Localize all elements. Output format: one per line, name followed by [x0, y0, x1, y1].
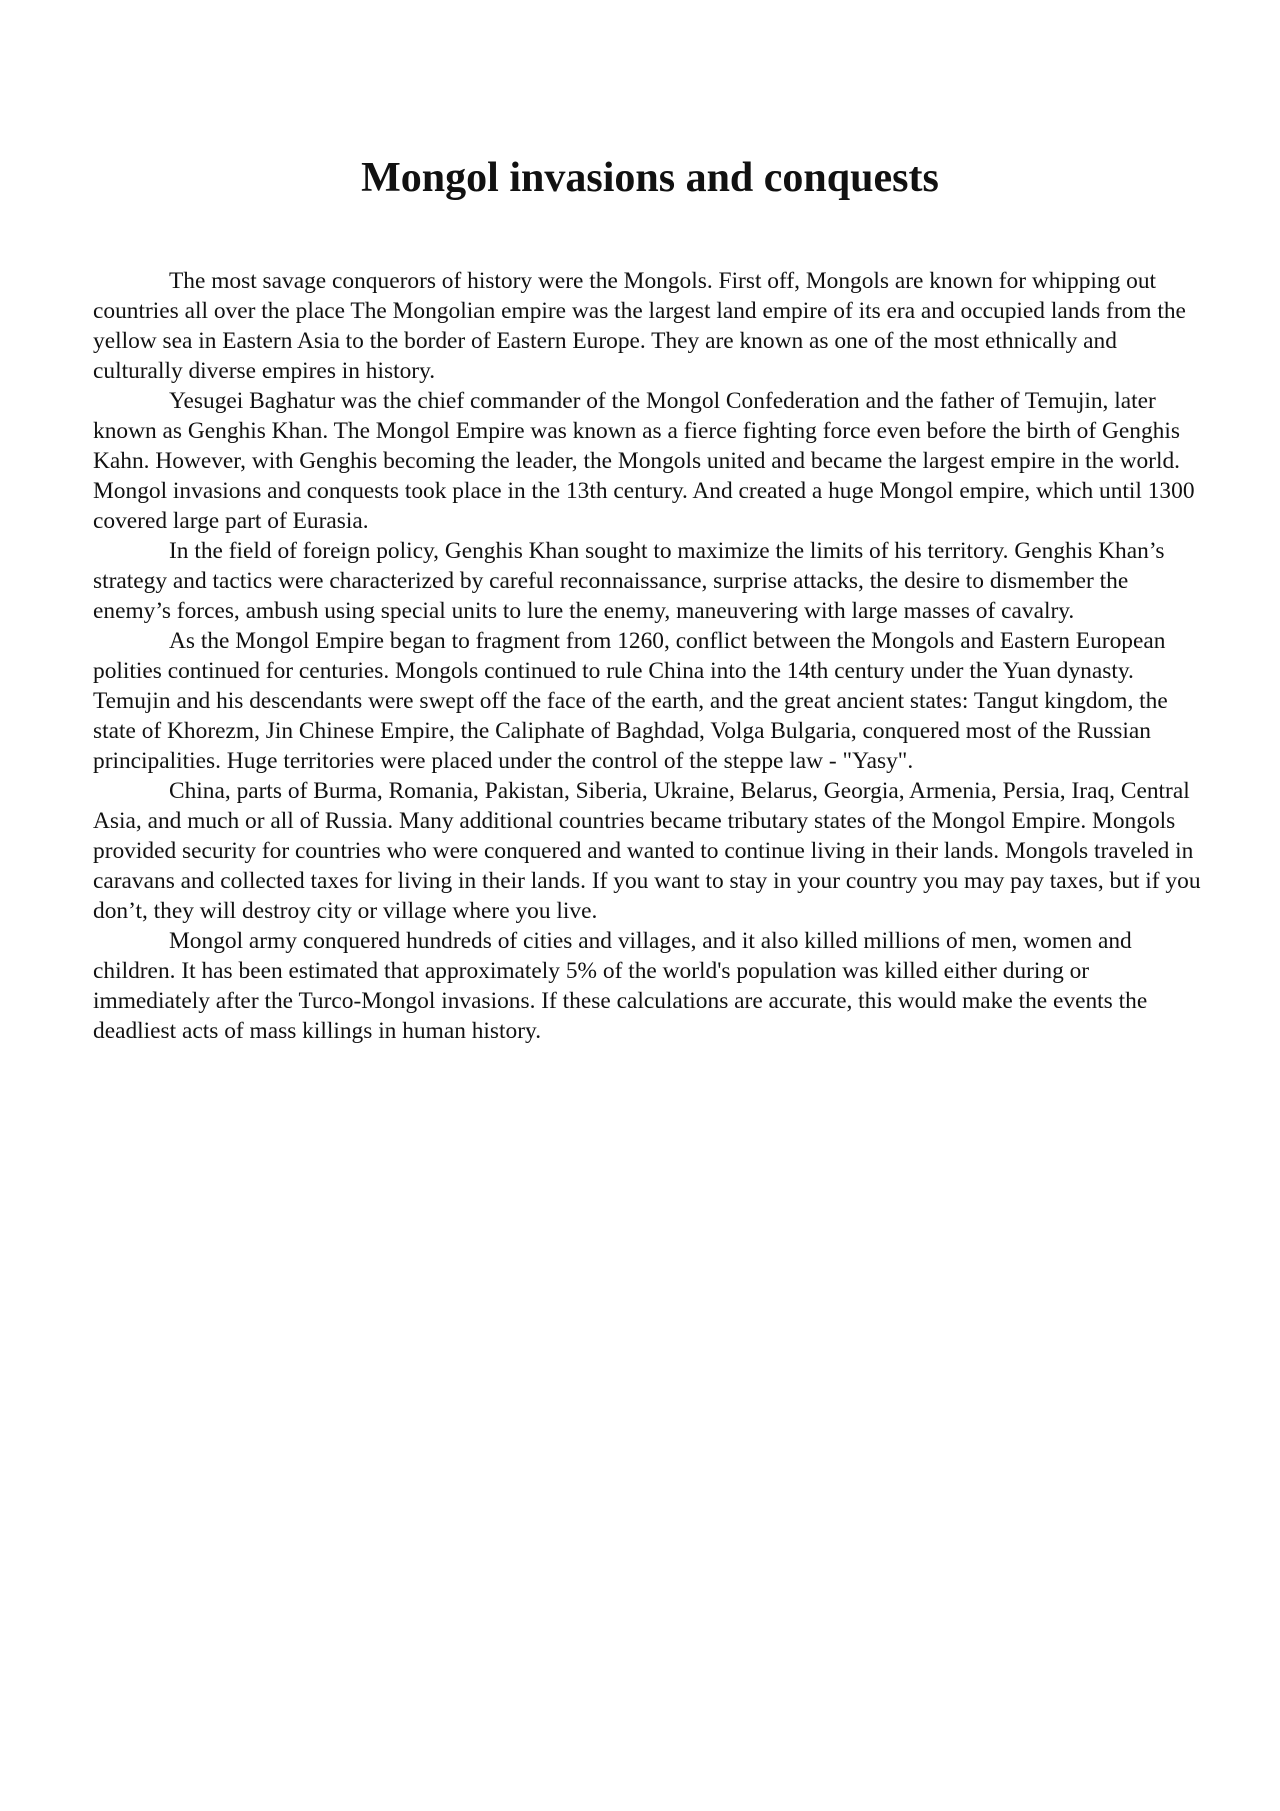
paragraph-1: The most savage conquerors of history were the Mongols. First off, Mongols are known for whipping out countries all over the place The Mongolian empire was the largest land empire of its era and occupied lands from the yellow sea in Eastern Asia to the border of Eastern Europe. They are known as one of the most ethnically and culturally diverse empires in history.: [93, 268, 1186, 384]
document-title: Mongol invasions and conquests: [361, 155, 939, 201]
paragraph-3: In the field of foreign policy, Genghis Khan sought to maximize the limits of his territory. Genghis Khan’s strategy and tactics were characterized by careful reconnaissance, surprise attacks, the desire to dismember the enemy’s forces, ambush using special units to lure the enemy, maneuvering with large masses of cavalry.: [93, 538, 1165, 624]
paragraph-2: Yesugei Baghatur was the chief commander of the Mongol Confederation and the father of Temujin, later known as Genghis Khan. The Mongol Empire was known as a fierce fighting force even before the birth of Genghis Kahn. However, with Genghis becoming the leader, the Mongols united and became the largest empire in the world. Mongol invasions and conquests took place in the 13th century. And created a huge Mongol empire, which until 1300 covered large part of Eurasia.: [93, 388, 1195, 534]
paragraph-4: As the Mongol Empire began to fragment from 1260, conflict between the Mongols and Eastern European polities continued for centuries. Mongols continued to rule China into the 14th century under the Yuan dynasty. Temujin and his descendants were swept off the face of the earth, and the great ancient states: Tangut kingdom, the state of Khorezm, Jin Chinese Empire, the Caliphate of Baghdad, Volga Bulgaria, conquered most of the Russian principalities. Huge territories were placed under the control of the steppe law - "Yasy".: [93, 628, 1168, 774]
document-body: [93, 266, 1205, 1046]
paragraph-6: Mongol army conquered hundreds of cities and villages, and it also killed millions of men, women and children. It has been estimated that approximately 5% of the world's population was killed either during or immediately after the Turco-Mongol invasions. If these calculations are accurate, this would make the events the deadliest acts of mass killings in human history.: [93, 928, 1148, 1044]
paragraph-5: China, parts of Burma, Romania, Pakistan, Siberia, Ukraine, Belarus, Georgia, Armenia, Persia, Iraq, Central Asia, and much or all of Russia. Many additional countries became tributary states of the Mongol Empire. Mongols provided security for countries who were conquered and wanted to continue living in their lands. Mongols traveled in caravans and collected taxes for living in their lands. If you want to stay in your country you may pay taxes, but if you don’t, they will destroy city or village where you live.: [93, 778, 1201, 924]
